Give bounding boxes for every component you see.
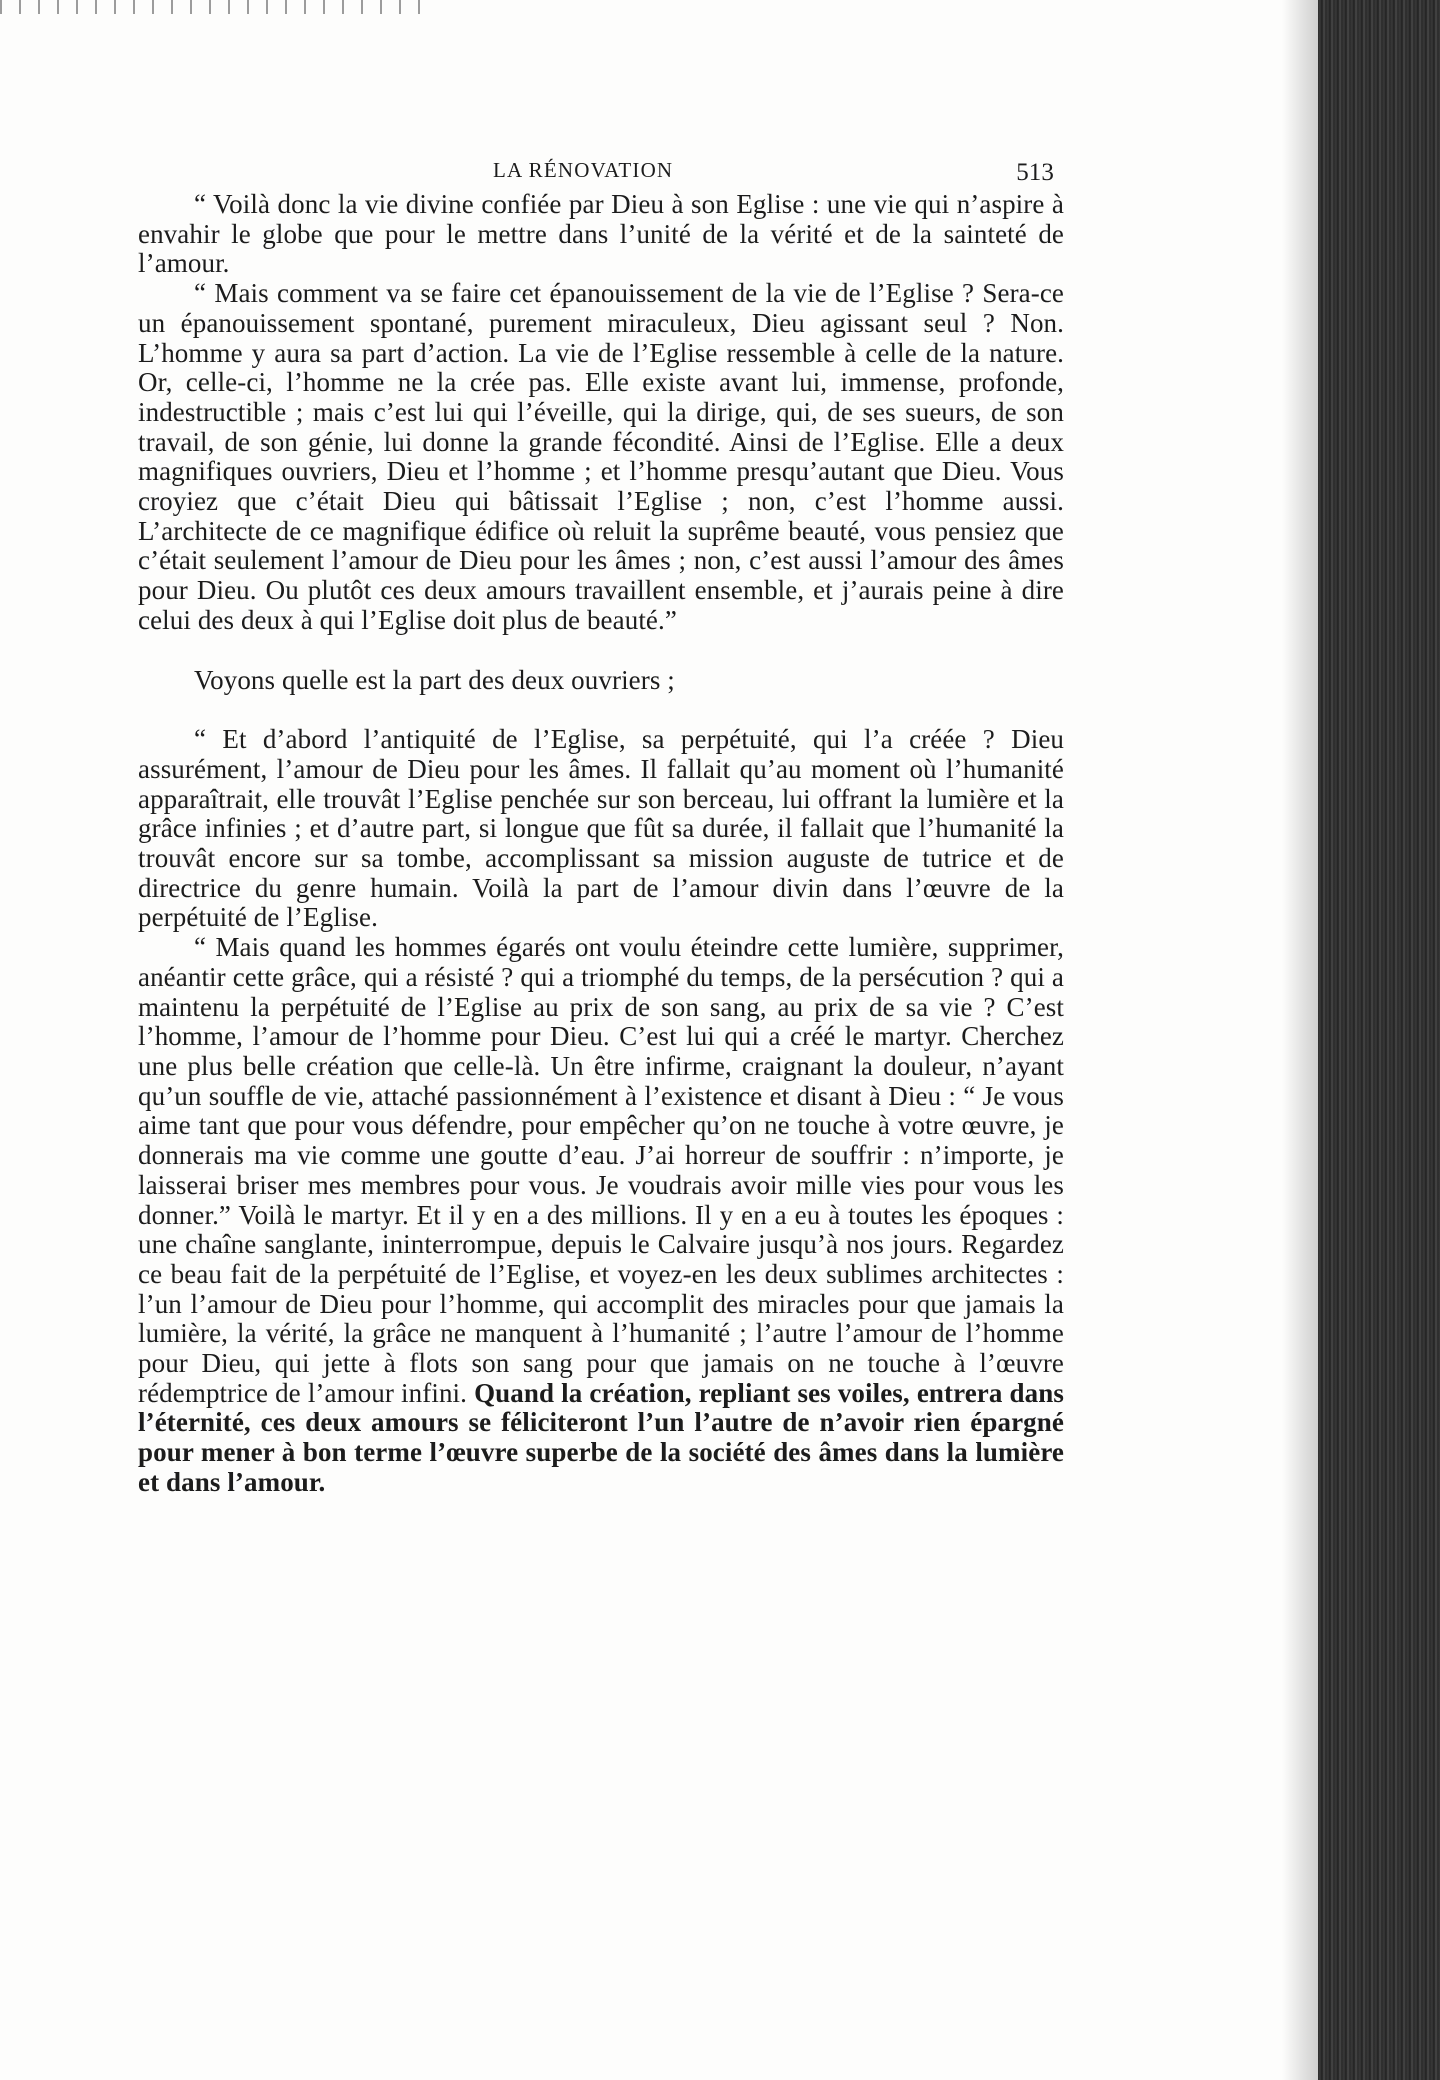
paragraph-3: Voyons quelle est la part des deux ouvriers ; — [194, 664, 675, 695]
paragraph-5 — [138, 933, 1064, 1497]
gutter-shadow — [1282, 0, 1318, 2080]
paragraph-5-bold-text: Quand la création, repliant ses voiles, entrera dans l’éternité, ces deux amours se féliciteront l’un l’autre de n’avoir rien épargné pour mener à bon terme l’œuvre superbe de la société des âmes dans la lumière et dans l’amour. — [138, 1377, 1064, 1497]
paragraph-2: “ Mais comment va se faire cet épanouissement de la vie de l’Eglise ? Sera-ce un épanouissement spontané, purement miraculeux, Dieu agissant seul ? Non. L’homme y aura sa part d’action. La vie de l’Eglise ressemble à celle de la nature. Or, celle-ci, l’homme ne la crée pas. Elle existe avant lui, immense, profonde, indestructible ; mais c’est lui qui l’éveille, qui la dirige, qui, de ses sueurs, de son travail, de son génie, lui donne la grande fécondité. Ainsi de l’Eglise. Elle a deux magnifiques ouvriers, Dieu et l’homme ; et l’homme presqu’autant que Dieu. Vous croyiez que c’était Dieu qui bâtissait l’Eglise ; non, c’est l’homme aussi. L’architecte de ce magnifique édifice où reluit la suprême beauté, vous pensiez que c’était seulement l’amour de Dieu pour les âmes ; non, c’est aussi l’amour des âmes pour Dieu. Ou plutôt ces deux amours travaillent ensemble, et j’aurais peine à dire celui des deux à qui l’Eglise doit plus de beauté.” — [138, 278, 1064, 635]
paragraph-4: “ Et d’abord l’antiquité de l’Eglise, sa perpétuité, qui l’a créée ? Dieu assurément, l’amour de Dieu pour les âmes. Il fallait qu’au moment où l’humanité apparaîtrait, elle trouvât l’Eglise penchée sur son berceau, lui offrant la lumière et la grâce infinies ; et d’autre part, si longue que fût sa durée, il fallait que l’humanité la trouvât encore sur sa tombe, accomplissant sa mission auguste de tutrice et de directrice du genre humain. Voilà la part de l’amour divin dans l’œuvre de la perpétuité de l’Eglise. — [138, 724, 1064, 933]
book-page-edges — [1318, 0, 1440, 2080]
running-head — [138, 150, 1064, 184]
page-number: 513 — [1016, 159, 1054, 186]
paragraph-5-text: “ Mais quand les hommes égarés ont voulu éteindre cette lumière, supprimer, anéantir cette grâce, qui a résisté ? qui a triomphé du temps, de la persécution ? qui a maintenu la perpétuité de l’Eglise au prix de son sang, au prix de sa vie ? C’est l’homme, l’amour de l’homme pour Dieu. C’est lui qui a créé le martyr. Cherchez une plus belle création que celle-là. Un être infirme, craignant la douleur, n’ayant qu’un souffle de vie, attaché passionnément à l’existence et disant à Dieu : “ Je vous aime tant que pour vous défendre, pour empêcher qu’on ne touche à votre œuvre, je donnerais ma vie comme une goutte d’eau. J’ai horreur de souffrir : n’importe, je laisserai briser mes membres pour vous. Je voudrais avoir mille vies pour vous les donner.” Voilà le martyr. Et il y en a des millions. Il y en a eu à toutes les époques : une chaîne sanglante, ininterrompue, depuis le Calvaire jusqu’à nos jours. Regardez ce beau fait de la perpétuité de l’Eglise, et voyez-en les deux sublimes architectes : l’un l’amour de Dieu pour l’homme, qui accomplit des miracles pour que jamais la lumière, la vérité, la grâce ne manquent à l’humanité ; l’autre l’amour de l’homme pour Dieu, qui jette à flots son sang pour que jamais on ne touche à l’œuvre rédemptrice de l’amour infini. — [138, 932, 1064, 1408]
paragraph-1: “ Voilà donc la vie divine confiée par Dieu à son Eglise : une vie qui n’aspire à envahir le globe que pour le mettre dans l’unité de la vérité et de la sainteté de l’amour. — [138, 189, 1064, 279]
page-body — [138, 150, 1064, 1498]
running-title: LA RÉNOVATION — [493, 158, 674, 182]
scan-specks — [0, 0, 420, 14]
